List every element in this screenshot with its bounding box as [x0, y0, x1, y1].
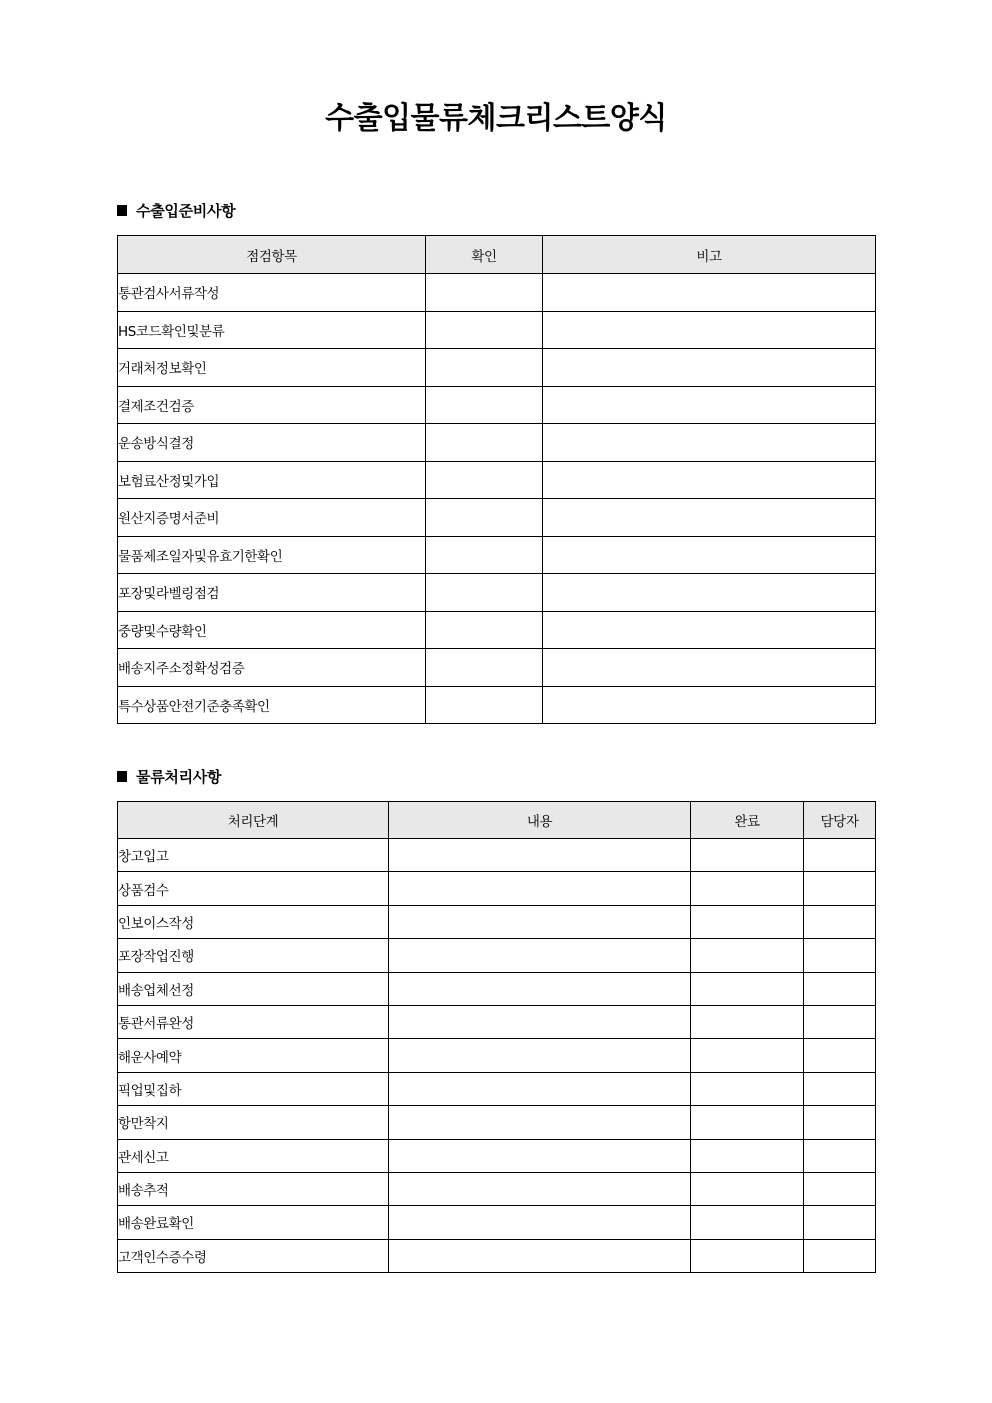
checklist-note-field[interactable]: [543, 311, 876, 349]
process-owner-field[interactable]: [804, 1172, 876, 1205]
process-detail-field[interactable]: [389, 1139, 691, 1172]
checklist-item-label: 운송방식결정: [118, 424, 426, 462]
process-owner-field[interactable]: [804, 1039, 876, 1072]
process-step-label: 상품검수: [118, 872, 389, 905]
process-step-label: 포장작업진행: [118, 939, 389, 972]
process-done-field[interactable]: [691, 905, 804, 938]
process-step-label: 인보이스작성: [118, 905, 389, 938]
process-owner-field[interactable]: [804, 1239, 876, 1272]
column-header-detail: 내용: [389, 802, 691, 839]
column-header-owner: 담당자: [804, 802, 876, 839]
process-done-field[interactable]: [691, 1106, 804, 1139]
checklist-check-field[interactable]: [426, 686, 543, 724]
checklist-item-label: 원산지증명서준비: [118, 499, 426, 537]
table-row: [118, 1206, 876, 1239]
checklist-item-label: 특수상품안전기준충족확인: [118, 686, 426, 724]
process-detail-field[interactable]: [389, 1039, 691, 1072]
column-header-done: 완료: [691, 802, 804, 839]
process-owner-field[interactable]: [804, 939, 876, 972]
checklist-note-field[interactable]: [543, 574, 876, 612]
table-row: [118, 536, 876, 574]
checklist-note-field[interactable]: [543, 349, 876, 387]
process-detail-field[interactable]: [389, 1172, 691, 1205]
checklist-item-label: 포장및라벨링점검: [118, 574, 426, 612]
process-owner-field[interactable]: [804, 1072, 876, 1105]
prep-checklist-table: [117, 235, 876, 724]
checklist-check-field[interactable]: [426, 311, 543, 349]
checklist-check-field[interactable]: [426, 274, 543, 312]
table-row: [118, 1072, 876, 1105]
process-done-field[interactable]: [691, 839, 804, 872]
process-detail-field[interactable]: [389, 1005, 691, 1038]
table-row: [118, 349, 876, 387]
checklist-note-field[interactable]: [543, 499, 876, 537]
process-detail-field[interactable]: [389, 872, 691, 905]
checklist-check-field[interactable]: [426, 349, 543, 387]
checklist-check-field[interactable]: [426, 536, 543, 574]
process-done-field[interactable]: [691, 1239, 804, 1272]
checklist-note-field[interactable]: [543, 386, 876, 424]
table-row: [118, 872, 876, 905]
process-detail-field[interactable]: [389, 972, 691, 1005]
process-owner-field[interactable]: [804, 839, 876, 872]
checklist-item-label: 보험료산정및가입: [118, 461, 426, 499]
table-row: [118, 1172, 876, 1205]
table-row: [118, 574, 876, 612]
column-header-check: 확인: [426, 236, 543, 274]
checklist-note-field[interactable]: [543, 649, 876, 687]
table-row: [118, 939, 876, 972]
table-row: [118, 1005, 876, 1038]
section-logistics-processing: [0, 766, 992, 1273]
process-owner-field[interactable]: [804, 1005, 876, 1038]
process-step-label: 항만착지: [118, 1106, 389, 1139]
process-detail-field[interactable]: [389, 1239, 691, 1272]
table-row: [118, 1239, 876, 1272]
table-row: [118, 905, 876, 938]
process-owner-field[interactable]: [804, 1206, 876, 1239]
process-step-label: 픽업및집하: [118, 1072, 389, 1105]
process-owner-field[interactable]: [804, 1139, 876, 1172]
process-step-label: 배송추적: [118, 1172, 389, 1205]
process-done-field[interactable]: [691, 1172, 804, 1205]
process-detail-field[interactable]: [389, 1206, 691, 1239]
process-done-field[interactable]: [691, 972, 804, 1005]
checklist-item-label: 통관검사서류작성: [118, 274, 426, 312]
process-done-field[interactable]: [691, 1039, 804, 1072]
column-header-item: 점검항목: [118, 236, 426, 274]
process-step-label: 해운사예약: [118, 1039, 389, 1072]
section-heading-prep-label: 수출입준비사항: [136, 202, 236, 220]
process-owner-field[interactable]: [804, 1106, 876, 1139]
checklist-check-field[interactable]: [426, 499, 543, 537]
checklist-note-field[interactable]: [543, 536, 876, 574]
table-row: [118, 424, 876, 462]
checklist-check-field[interactable]: [426, 649, 543, 687]
checklist-item-label: 결제조건검증: [118, 386, 426, 424]
column-header-step: 처리단계: [118, 802, 389, 839]
process-done-field[interactable]: [691, 1139, 804, 1172]
table-row: [118, 1139, 876, 1172]
process-step-label: 관세신고: [118, 1139, 389, 1172]
process-detail-field[interactable]: [389, 905, 691, 938]
checklist-item-label: 중량및수량확인: [118, 611, 426, 649]
logistics-process-table: [117, 801, 876, 1273]
checklist-item-label: 배송지주소정확성검증: [118, 649, 426, 687]
checklist-check-field[interactable]: [426, 461, 543, 499]
process-done-field[interactable]: [691, 1072, 804, 1105]
checklist-check-field[interactable]: [426, 574, 543, 612]
checklist-check-field[interactable]: [426, 611, 543, 649]
checklist-note-field[interactable]: [543, 611, 876, 649]
process-done-field[interactable]: [691, 872, 804, 905]
process-owner-field[interactable]: [804, 872, 876, 905]
process-owner-field[interactable]: [804, 905, 876, 938]
process-detail-field[interactable]: [389, 839, 691, 872]
page-title: 수출입물류체크리스트양식: [325, 101, 667, 136]
checklist-note-field[interactable]: [543, 274, 876, 312]
table-row: [118, 274, 876, 312]
table-row: [118, 686, 876, 724]
checklist-note-field[interactable]: [543, 461, 876, 499]
checklist-item-label: 물품제조일자및유효기한확인: [118, 536, 426, 574]
section-heading-logistics: [0, 766, 992, 787]
section-heading-logistics-label: 물류처리사항: [136, 768, 222, 786]
process-detail-field[interactable]: [389, 939, 691, 972]
process-detail-field[interactable]: [389, 1106, 691, 1139]
checklist-check-field[interactable]: [426, 424, 543, 462]
table-row: [118, 972, 876, 1005]
checklist-check-field[interactable]: [426, 386, 543, 424]
table-row: [118, 1106, 876, 1139]
table-row: [118, 311, 876, 349]
table-row: [118, 461, 876, 499]
checklist-note-field[interactable]: [543, 424, 876, 462]
table-row: [118, 386, 876, 424]
table-header-row: [118, 236, 876, 274]
process-step-label: 배송업체선정: [118, 972, 389, 1005]
table-row: [118, 499, 876, 537]
process-step-label: 통관서류완성: [118, 1005, 389, 1038]
process-step-label: 창고입고: [118, 839, 389, 872]
checklist-note-field[interactable]: [543, 686, 876, 724]
table-row: [118, 611, 876, 649]
process-done-field[interactable]: [691, 1005, 804, 1038]
process-owner-field[interactable]: [804, 972, 876, 1005]
process-done-field[interactable]: [691, 1206, 804, 1239]
process-detail-field[interactable]: [389, 1072, 691, 1105]
process-step-label: 배송완료확인: [118, 1206, 389, 1239]
table-header-row: [118, 802, 876, 839]
section-heading-prep: [0, 200, 992, 221]
table-row: [118, 839, 876, 872]
table-row: [118, 649, 876, 687]
process-done-field[interactable]: [691, 939, 804, 972]
section-export-import-prep: [0, 200, 992, 724]
square-bullet-icon: [117, 205, 127, 216]
square-bullet-icon: [117, 771, 127, 782]
column-header-note: 비고: [543, 236, 876, 274]
process-step-label: 고객인수증수령: [118, 1239, 389, 1272]
table-row: [118, 1039, 876, 1072]
checklist-item-label: 거래처정보확인: [118, 349, 426, 387]
checklist-item-label: HS코드확인및분류: [118, 311, 426, 349]
